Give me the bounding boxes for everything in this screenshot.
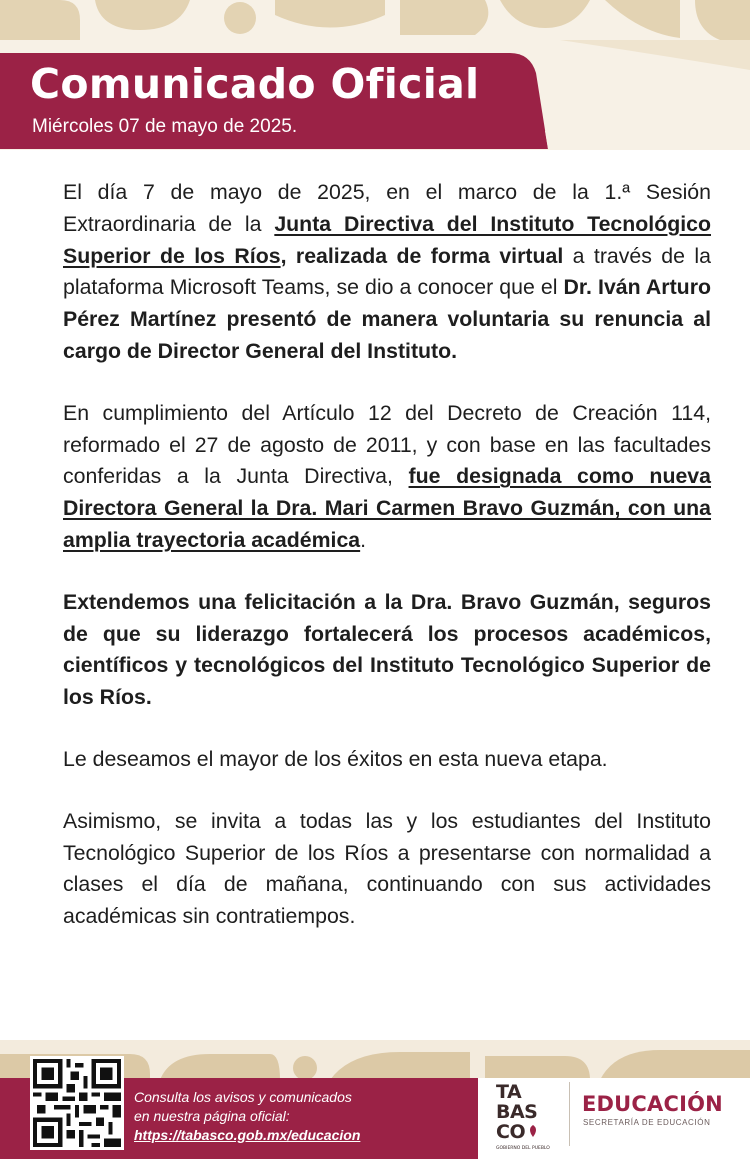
tabasco-logo-row-2: BAS	[496, 1101, 538, 1123]
tabasco-logo-subtitle: GOBIERNO DEL PUEBLO	[496, 1146, 550, 1151]
p1-bold-2: , realizada de forma virtual	[280, 243, 564, 268]
paragraph-3	[63, 587, 711, 714]
p3-bold: Extendemos una felicitación a la Dra. Bravo Guzmán, seguros de que su liderazgo fortalecerá los procesos académicos, científicos y tecnológicos del Instituto Tecnológico Superior de los Ríos.	[63, 589, 711, 710]
footer-info	[134, 1088, 464, 1145]
tabasco-logo-row-1: TA	[496, 1081, 522, 1103]
qr-code-icon[interactable]	[30, 1056, 124, 1150]
footer-line-2: en nuestra página oficial:	[134, 1108, 290, 1124]
p1-underlined-1: Junta Directiva del Instituto Tecnológico Superior de los Ríos	[63, 211, 711, 268]
qr-code-graphic	[33, 1059, 121, 1147]
education-logo-title: EDUCACIÓN	[582, 1092, 723, 1116]
p2-underlined-1: fue designada como nueva Directora General la Dra. Mari Carmen Bravo Guzmán, con una amplia trayectoria académica	[63, 464, 711, 552]
education-logo-subtitle: SECRETARÍA DE EDUCACIÓN	[583, 1118, 711, 1127]
tabasco-logo	[496, 1080, 560, 1152]
publication-date: Miércoles 07 de mayo de 2025.	[32, 116, 298, 137]
tabasco-logo-row-3: CO	[496, 1121, 526, 1143]
p2-text-2: .	[360, 527, 367, 552]
paragraph-2	[63, 398, 711, 557]
paragraph-1	[63, 177, 711, 368]
p1-text-1: El día 7 de mayo de 2025, en el marco de la 1.ª Sesión Extraordinaria de la	[63, 180, 711, 236]
p2-text-1: En cumplimiento del Artículo 12 del Decreto de Creación 114, reformado el 27 de agosto de 2011, y con base en las facultades conferidas a la Junta Directiva,	[63, 400, 711, 489]
footer-url-link[interactable]: https://tabasco.gob.mx/educacion	[134, 1127, 361, 1143]
page-title: Comunicado Oficial	[30, 60, 480, 108]
footer-line-1: Consulta los avisos y comunicados	[134, 1089, 352, 1105]
announcement-body	[63, 177, 711, 963]
p1-text-2: a través de la plataforma Microsoft Teams, se dio a conocer que el	[63, 243, 711, 300]
logo-divider	[569, 1082, 570, 1146]
paragraph-5: Asimismo, se invita a todas las y los estudiantes del Instituto Tecnológico Superior de los Ríos a presentarse con normalidad a clases el día de mañana, continuando con sus actividades académicas sin contratiempos.	[63, 808, 711, 929]
p1-bold-3: Dr. Iván Arturo Pérez Martínez presentó de manera voluntaria su renuncia al cargo de Director General del Instituto.	[63, 275, 711, 363]
tabasco-leaf-icon	[526, 1124, 540, 1138]
paragraph-4: Le deseamos el mayor de los éxitos en esta nueva etapa.	[63, 746, 608, 771]
